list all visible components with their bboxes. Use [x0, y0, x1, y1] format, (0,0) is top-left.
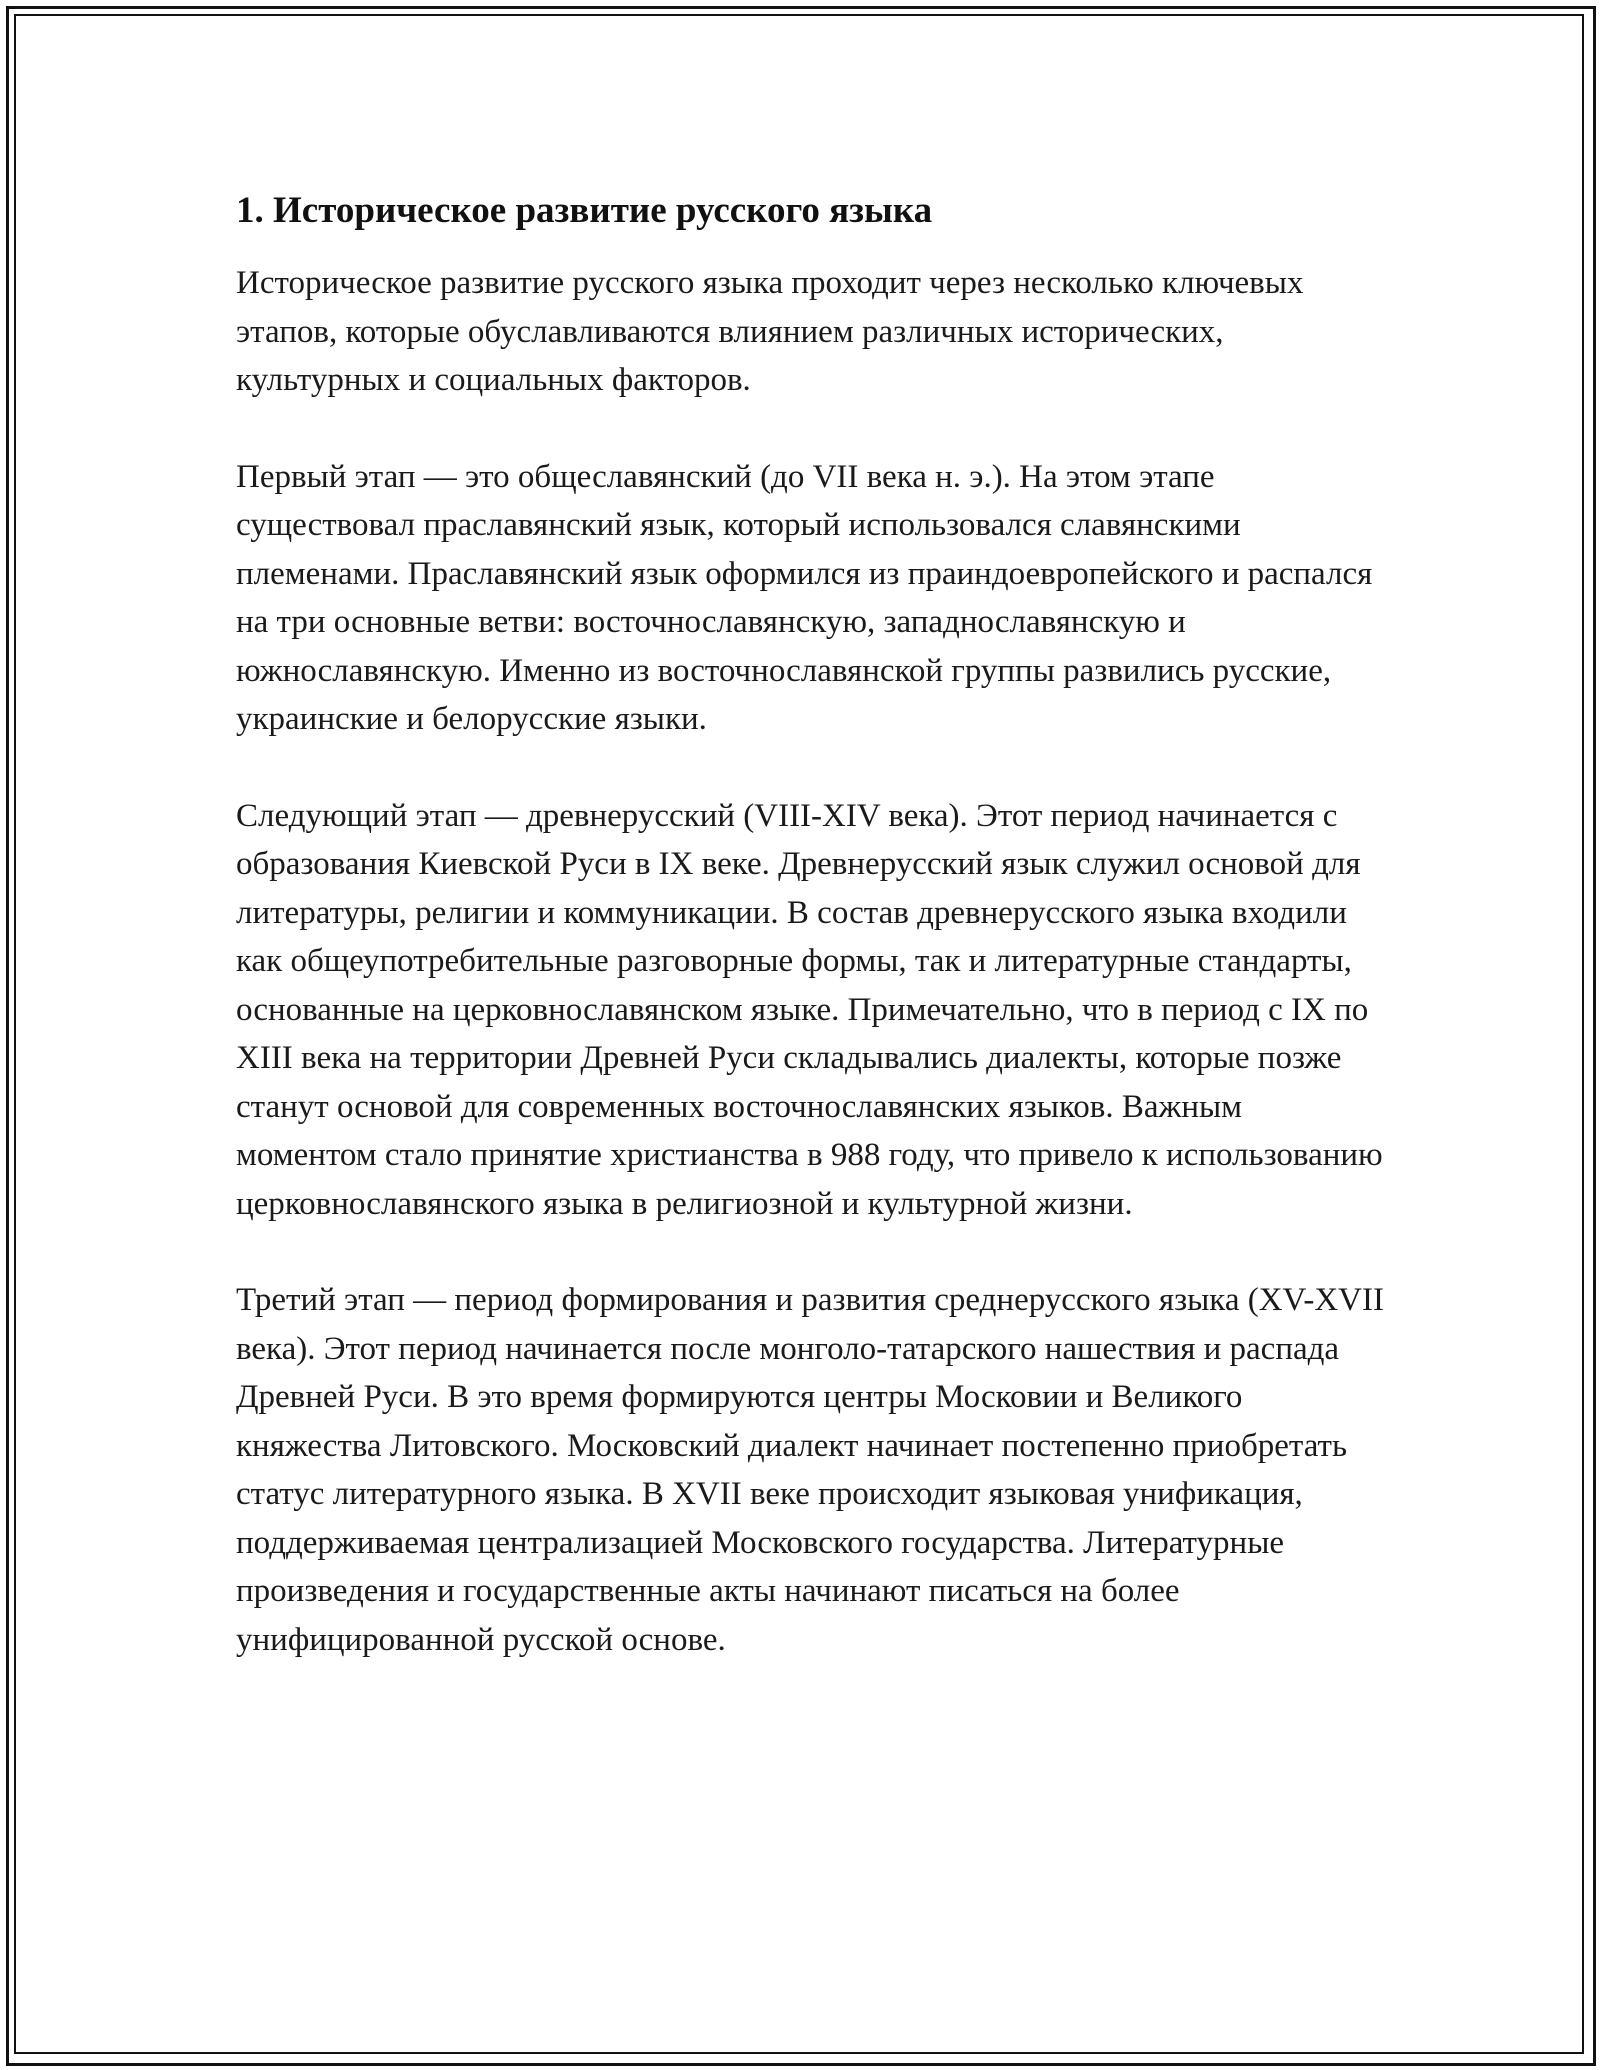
- paragraph-first-stage: Первый этап — это общеславянский (до VII века н. э.). На этом этапе существовал праславянский язык, который использовался славянскими племенами. Праславянский язык оформился из праиндоевропейского и распался на три основные ветви: восточнославянскую, западнославянскую и южнославянскую. Именно из восточнославянской группы развились русские, украинские и белорусские языки.: [236, 458, 1373, 737]
- section-heading: 1. Историческое развитие русского языка: [236, 190, 933, 231]
- paragraph-second-stage: Следующий этап — древнерусский (VIII-XIV века). Этот период начинается с образования Киевской Руси в IX веке. Древнерусский язык служил основой для литературы, религии и коммуникации. В состав древнерусского языка входили как общеупотребительные разговорные формы, так и литературные стандарты, основанные на церковнославянском языке. Примечательно, что в период с IX по XIII века на территории Древней Руси складывались диалекты, которые позже станут основой для современных восточнославянских языков. Важным моментом стало принятие христианства в 988 году, что привело к использованию церковнославянского языка в религиозной и культурной жизни.: [236, 797, 1383, 1222]
- paragraph-intro: Историческое развитие русского языка проходит через несколько ключевых этапов, которые обуславливаются влиянием различных исторических, культурных и социальных факторов.: [236, 265, 1304, 398]
- paragraph-third-stage: Третий этап — период формирования и развития среднерусского языка (XV-XVII века). Этот период начинается после монголо-татарского нашествия и распада Древней Руси. В это время формируются центры Московии и Великого княжества Литовского. Московский диалект начинает постепенно приобретать статус литературного языка. В XVII веке происходит языковая унификация, поддерживаемая централизацией Московского государства. Литературные произведения и государственные акты начинают писаться на более унифицированной русской основе.: [236, 1282, 1384, 1658]
- document-body: [236, 186, 1386, 1664]
